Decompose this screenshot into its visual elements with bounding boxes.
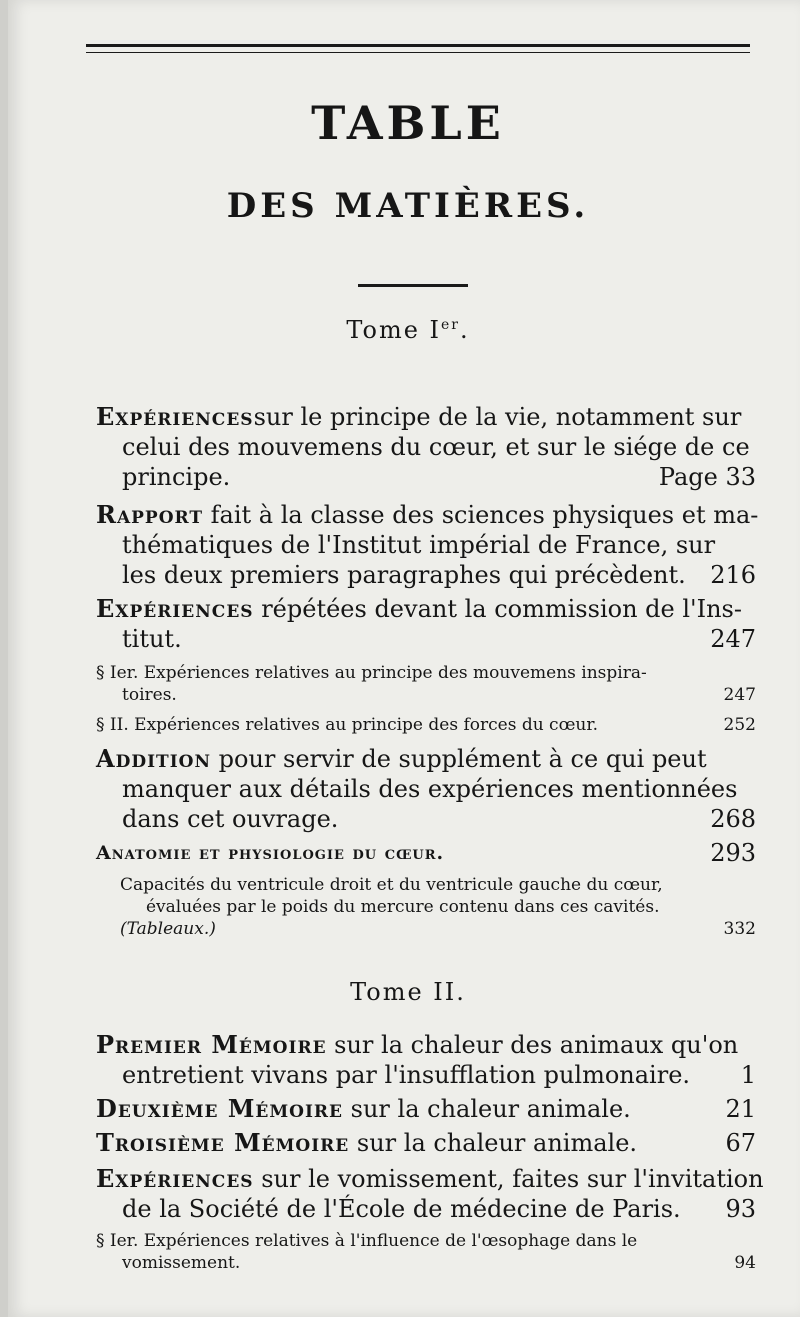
page-number: 67 — [725, 1129, 756, 1157]
toc-entry: Deuxième Mémoire sur la chaleur animale. 21 — [96, 1094, 756, 1123]
toc-entry: Expériences répétées devant la commission de l'Ins- titut. 247 — [96, 594, 756, 653]
page-number: 21 — [725, 1095, 756, 1123]
toc-entry: Expériencessur le principe de la vie, notamment sur celui des mouvemens du cœur, et sur le siége de ce principe. Page 33 — [96, 402, 756, 491]
toc-subentry: § Ier. Expériences relatives à l'influence de l'œsophage dans le vomissement. 94 — [96, 1231, 756, 1273]
toc-entry: Anatomie et physiologie du cœur. 293 — [96, 839, 756, 867]
page-number: 93 — [725, 1195, 756, 1223]
top-double-rule — [86, 44, 750, 47]
page-title: TABLE — [311, 96, 505, 150]
tome-2-heading: Tome II. — [350, 978, 466, 1006]
page-number: 252 — [723, 715, 756, 735]
toc-entry: Rapport fait à la classe des sciences physiques et ma- thématiques de l'Institut impérial de France, sur les deux premiers paragraphes qui précèdent. 216 — [96, 500, 759, 589]
toc-entry: Addition pour servir de supplément à ce qui peut manquer aux détails des expériences mentionnées dans cet ouvrage. 268 — [96, 744, 756, 833]
toc-subentry: Capacités du ventricule droit et du ventricule gauche du cœur, évaluées par le poids du mercure contenu dans ces cavités. (Tableaux.) 332 — [120, 875, 756, 939]
toc-subentry: § II. Expériences relatives au principe des forces du cœur. 252 — [96, 715, 756, 735]
page-number: 94 — [734, 1253, 756, 1273]
page-number: 332 — [723, 919, 756, 939]
page-number: 293 — [710, 839, 756, 867]
top-double-rule-thin — [86, 52, 750, 53]
page-number: 268 — [710, 805, 756, 833]
toc-entry: Expériences sur le vomissement, faites sur l'invitation de la Société de l'École de médecine de Paris. 93 — [96, 1164, 764, 1223]
page-number: 216 — [710, 561, 756, 589]
book-page — [8, 0, 800, 1317]
page-number: 1 — [740, 1061, 756, 1089]
page-number: 247 — [710, 625, 756, 653]
toc-entry: Premier Mémoire sur la chaleur des animaux qu'on entretient vivans par l'insufflation pulmonaire. 1 — [96, 1030, 756, 1089]
page-number: Page 33 — [658, 463, 756, 491]
page-subtitle: DES MATIÈRES. — [226, 186, 590, 226]
toc-subentry: § Ier. Expériences relatives au principe des mouvemens inspira- toires. 247 — [96, 663, 756, 705]
toc-entry: Troisième Mémoire sur la chaleur animale. 67 — [96, 1128, 756, 1157]
tome-1-heading: Tome Ier. — [346, 316, 470, 344]
page-number: 247 — [723, 685, 756, 705]
section-divider — [358, 284, 468, 287]
